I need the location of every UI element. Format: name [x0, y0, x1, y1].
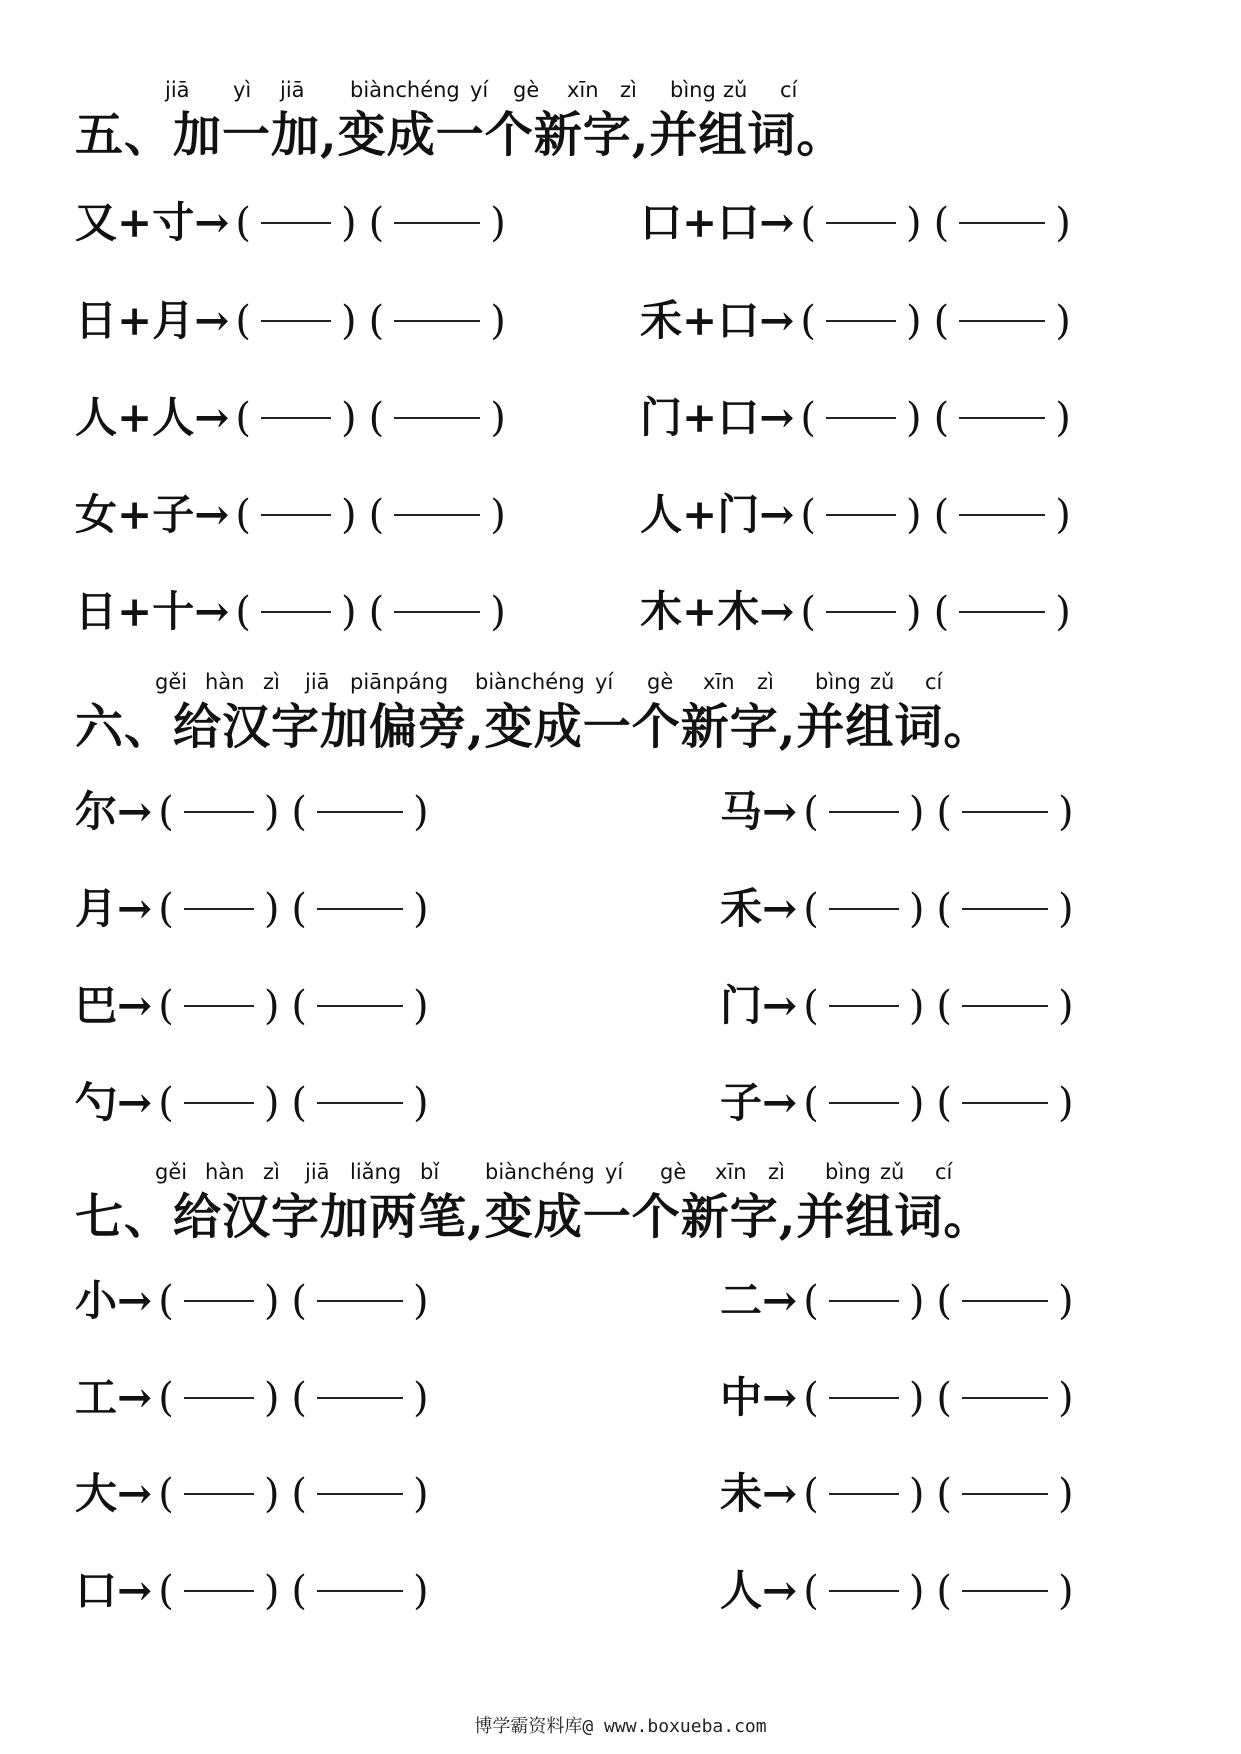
open-paren: (	[291, 789, 308, 835]
close-paren: )	[413, 1568, 429, 1614]
word-blank[interactable]	[317, 1300, 403, 1302]
pinyin-syllable: bìng	[815, 670, 861, 694]
pinyin-syllable: biànchéng	[475, 670, 585, 694]
new-character-blank[interactable]	[829, 1493, 899, 1495]
word-blank[interactable]	[959, 611, 1045, 613]
open-paren: (	[291, 1471, 308, 1517]
combination-expression: 日+十→	[75, 587, 230, 636]
base-character: 小→	[75, 1276, 153, 1325]
exercise-row	[75, 587, 1175, 637]
open-paren: (	[800, 589, 816, 635]
pinyin-syllable: yí	[605, 1160, 624, 1184]
close-paren: )	[1058, 1471, 1074, 1517]
base-character: 马→	[720, 787, 798, 836]
open-paren: (	[933, 492, 950, 538]
pinyin-syllable: jiā	[280, 78, 305, 102]
exercise-row	[75, 787, 1175, 837]
close-paren: )	[490, 395, 506, 441]
new-character-blank[interactable]	[826, 514, 896, 516]
exercise-item	[75, 981, 435, 1031]
combination-expression: 人+人→	[75, 393, 230, 442]
word-blank[interactable]	[317, 1102, 403, 1104]
section-5-title: 五、加一加,变成一个新字,并组词。	[75, 107, 846, 163]
pinyin-syllable: gè	[660, 1160, 687, 1184]
open-paren: (	[158, 1471, 174, 1517]
pinyin-syllable: biànchéng	[350, 78, 460, 102]
close-paren: )	[341, 395, 357, 441]
exercise-item	[720, 1276, 1080, 1326]
exercise-item	[640, 490, 1077, 540]
close-paren: )	[490, 589, 506, 635]
open-paren: (	[368, 589, 385, 635]
open-paren: (	[368, 492, 385, 538]
open-paren: (	[368, 298, 385, 344]
word-blank[interactable]	[962, 1493, 1048, 1495]
open-paren: (	[936, 1568, 953, 1614]
close-paren: )	[490, 298, 506, 344]
close-paren: )	[263, 1568, 280, 1614]
close-paren: )	[906, 395, 922, 441]
word-blank[interactable]	[962, 1300, 1048, 1302]
combination-expression: 禾+口→	[640, 296, 795, 345]
close-paren: )	[413, 1375, 429, 1421]
exercise-item	[720, 1566, 1080, 1616]
word-blank[interactable]	[959, 514, 1045, 516]
pinyin-syllable: zì	[263, 1160, 280, 1184]
close-paren: )	[1058, 983, 1074, 1029]
pinyin-syllable: gè	[647, 670, 674, 694]
open-paren: (	[158, 1278, 174, 1324]
open-paren: (	[158, 789, 174, 835]
close-paren: )	[1055, 298, 1071, 344]
word-blank[interactable]	[317, 1590, 403, 1592]
open-paren: (	[158, 1080, 174, 1126]
pinyin-syllable: zì	[757, 670, 774, 694]
close-paren: )	[263, 789, 280, 835]
pinyin-syllable: zì	[263, 670, 280, 694]
word-blank[interactable]	[959, 222, 1045, 224]
pinyin-syllable: jiā	[305, 1160, 330, 1184]
open-paren: (	[235, 298, 251, 344]
close-paren: )	[1058, 1568, 1074, 1614]
exercise-item	[75, 1469, 435, 1519]
new-character-blank[interactable]	[261, 611, 331, 613]
base-character: 禾→	[720, 884, 798, 933]
pinyin-syllable: cí	[780, 78, 798, 102]
pinyin-syllable: zǔ	[870, 670, 895, 694]
open-paren: (	[158, 1568, 174, 1614]
close-paren: )	[1058, 886, 1074, 932]
open-paren: (	[936, 1278, 953, 1324]
close-paren: )	[1058, 1080, 1074, 1126]
open-paren: (	[158, 886, 174, 932]
open-paren: (	[291, 1568, 308, 1614]
close-paren: )	[413, 1471, 429, 1517]
close-paren: )	[413, 1080, 429, 1126]
pinyin-syllable: jiā	[165, 78, 190, 102]
new-character-blank[interactable]	[829, 1397, 899, 1399]
new-character-blank[interactable]	[184, 1397, 254, 1399]
close-paren: )	[413, 789, 429, 835]
section-6-title: 六、给汉字加偏旁,变成一个新字,并组词。	[75, 699, 993, 755]
close-paren: )	[908, 789, 925, 835]
base-character: 月→	[75, 884, 153, 933]
close-paren: )	[413, 983, 429, 1029]
open-paren: (	[235, 589, 251, 635]
exercise-item	[75, 884, 435, 934]
pinyin-syllable: yì	[233, 78, 252, 102]
pinyin-syllable: hàn	[205, 1160, 245, 1184]
word-blank[interactable]	[394, 514, 480, 516]
open-paren: (	[800, 492, 816, 538]
word-blank[interactable]	[962, 1005, 1048, 1007]
word-blank[interactable]	[394, 222, 480, 224]
exercise-item	[75, 1566, 435, 1616]
new-character-blank[interactable]	[261, 222, 331, 224]
open-paren: (	[800, 395, 816, 441]
combination-expression: 女+子→	[75, 490, 230, 539]
open-paren: (	[803, 1278, 819, 1324]
word-blank[interactable]	[962, 1102, 1048, 1104]
base-character: 巴→	[75, 981, 153, 1030]
exercise-item	[720, 1469, 1080, 1519]
close-paren: )	[1058, 1278, 1074, 1324]
open-paren: (	[803, 789, 819, 835]
pinyin-syllable: cí	[925, 670, 943, 694]
new-character-blank[interactable]	[829, 1590, 899, 1592]
combination-expression: 门+口→	[640, 393, 795, 442]
word-blank[interactable]	[959, 320, 1045, 322]
open-paren: (	[158, 1375, 174, 1421]
close-paren: )	[341, 298, 357, 344]
exercise-row	[75, 981, 1175, 1031]
close-paren: )	[263, 1278, 280, 1324]
close-paren: )	[263, 1080, 280, 1126]
exercise-item	[640, 393, 1077, 443]
open-paren: (	[803, 1471, 819, 1517]
close-paren: )	[908, 886, 925, 932]
base-character: 未→	[720, 1469, 798, 1518]
new-character-blank[interactable]	[826, 222, 896, 224]
open-paren: (	[291, 1278, 308, 1324]
close-paren: )	[341, 492, 357, 538]
combination-expression: 木+木→	[640, 587, 795, 636]
exercise-row	[75, 1469, 1175, 1519]
open-paren: (	[936, 1375, 953, 1421]
close-paren: )	[490, 200, 506, 246]
exercise-row	[75, 884, 1175, 934]
open-paren: (	[933, 589, 950, 635]
new-character-blank[interactable]	[184, 1102, 254, 1104]
open-paren: (	[803, 983, 819, 1029]
pinyin-syllable: hàn	[205, 670, 245, 694]
exercise-row	[75, 1078, 1175, 1128]
exercise-row	[75, 1276, 1175, 1326]
new-character-blank[interactable]	[829, 811, 899, 813]
word-blank[interactable]	[394, 320, 480, 322]
word-blank[interactable]	[959, 417, 1045, 419]
open-paren: (	[936, 1471, 953, 1517]
exercise-row	[75, 198, 1175, 248]
open-paren: (	[933, 395, 950, 441]
open-paren: (	[803, 886, 819, 932]
open-paren: (	[291, 1080, 308, 1126]
open-paren: (	[368, 200, 385, 246]
open-paren: (	[291, 1375, 308, 1421]
exercise-row	[75, 1373, 1175, 1423]
pinyin-syllable: zì	[768, 1160, 785, 1184]
new-character-blank[interactable]	[829, 1300, 899, 1302]
page-footer-watermark: 博学霸资料库@ www.boxueba.com	[474, 1716, 767, 1737]
close-paren: )	[908, 1375, 925, 1421]
open-paren: (	[933, 298, 950, 344]
exercise-row	[75, 1566, 1175, 1616]
pinyin-syllable: biànchéng	[485, 1160, 595, 1184]
close-paren: )	[490, 492, 506, 538]
new-character-blank[interactable]	[184, 1590, 254, 1592]
new-character-blank[interactable]	[826, 611, 896, 613]
word-blank[interactable]	[317, 811, 403, 813]
word-blank[interactable]	[962, 811, 1048, 813]
exercise-row	[75, 490, 1175, 540]
exercise-row	[75, 393, 1175, 443]
open-paren: (	[936, 1080, 953, 1126]
pinyin-syllable: cí	[935, 1160, 953, 1184]
combination-expression: 人+门→	[640, 490, 795, 539]
pinyin-syllable: yí	[470, 78, 489, 102]
open-paren: (	[803, 1568, 819, 1614]
close-paren: )	[906, 298, 922, 344]
word-blank[interactable]	[317, 1493, 403, 1495]
close-paren: )	[1055, 200, 1071, 246]
combination-expression: 口+口→	[640, 198, 795, 247]
exercise-item	[75, 1373, 435, 1423]
close-paren: )	[341, 200, 357, 246]
open-paren: (	[803, 1375, 819, 1421]
combination-expression: 日+月→	[75, 296, 230, 345]
new-character-blank[interactable]	[829, 1102, 899, 1104]
new-character-blank[interactable]	[261, 320, 331, 322]
close-paren: )	[263, 1471, 280, 1517]
open-paren: (	[368, 395, 385, 441]
close-paren: )	[1058, 1375, 1074, 1421]
close-paren: )	[1055, 492, 1071, 538]
exercise-item	[720, 1373, 1080, 1423]
exercise-item	[640, 587, 1077, 637]
base-character: 人→	[720, 1566, 798, 1615]
exercise-item	[720, 1078, 1080, 1128]
exercise-item	[75, 490, 512, 540]
open-paren: (	[291, 886, 308, 932]
new-character-blank[interactable]	[829, 1005, 899, 1007]
new-character-blank[interactable]	[261, 514, 331, 516]
pinyin-syllable: gè	[513, 78, 540, 102]
new-character-blank[interactable]	[184, 811, 254, 813]
close-paren: )	[908, 1080, 925, 1126]
close-paren: )	[1058, 789, 1074, 835]
pinyin-syllable: zǔ	[880, 1160, 905, 1184]
pinyin-syllable: gěi	[155, 670, 188, 694]
open-paren: (	[936, 983, 953, 1029]
combination-expression: 又+寸→	[75, 198, 230, 247]
close-paren: )	[263, 983, 280, 1029]
exercise-item	[720, 787, 1080, 837]
close-paren: )	[1055, 395, 1071, 441]
pinyin-syllable: xīn	[567, 78, 599, 102]
pinyin-syllable: piānpáng	[350, 670, 449, 694]
section-7-title: 七、给汉字加两笔,变成一个新字,并组词。	[75, 1189, 993, 1245]
close-paren: )	[906, 492, 922, 538]
word-blank[interactable]	[317, 1397, 403, 1399]
base-character: 口→	[75, 1566, 153, 1615]
exercise-item	[640, 296, 1077, 346]
close-paren: )	[906, 589, 922, 635]
base-character: 尔→	[75, 787, 153, 836]
exercise-item	[75, 393, 512, 443]
pinyin-syllable: xīn	[703, 670, 735, 694]
open-paren: (	[936, 886, 953, 932]
close-paren: )	[413, 886, 429, 932]
word-blank[interactable]	[394, 417, 480, 419]
pinyin-syllable: zǔ	[723, 78, 748, 102]
close-paren: )	[341, 589, 357, 635]
pinyin-syllable: bìng	[670, 78, 716, 102]
close-paren: )	[908, 1471, 925, 1517]
word-blank[interactable]	[317, 908, 403, 910]
pinyin-syllable: gěi	[155, 1160, 188, 1184]
exercise-row	[75, 296, 1175, 346]
open-paren: (	[291, 983, 308, 1029]
exercise-item	[75, 198, 512, 248]
exercise-item	[75, 787, 435, 837]
pinyin-syllable: liǎng	[350, 1160, 402, 1184]
base-character: 中→	[720, 1373, 798, 1422]
exercise-item	[640, 198, 1077, 248]
word-blank[interactable]	[962, 1590, 1048, 1592]
close-paren: )	[263, 886, 280, 932]
open-paren: (	[936, 789, 953, 835]
close-paren: )	[413, 1278, 429, 1324]
new-character-blank[interactable]	[826, 417, 896, 419]
exercise-item	[720, 981, 1080, 1031]
exercise-item	[75, 1078, 435, 1128]
exercise-item	[720, 884, 1080, 934]
open-paren: (	[803, 1080, 819, 1126]
pinyin-syllable: bìng	[825, 1160, 871, 1184]
open-paren: (	[158, 983, 174, 1029]
exercise-item	[75, 296, 512, 346]
close-paren: )	[908, 983, 925, 1029]
pinyin-syllable: jiā	[305, 670, 330, 694]
new-character-blank[interactable]	[829, 908, 899, 910]
pinyin-syllable: xīn	[715, 1160, 747, 1184]
new-character-blank[interactable]	[826, 320, 896, 322]
base-character: 工→	[75, 1373, 153, 1422]
open-paren: (	[235, 395, 251, 441]
open-paren: (	[235, 492, 251, 538]
base-character: 子→	[720, 1078, 798, 1127]
new-character-blank[interactable]	[184, 1005, 254, 1007]
new-character-blank[interactable]	[261, 417, 331, 419]
word-blank[interactable]	[962, 1397, 1048, 1399]
open-paren: (	[933, 200, 950, 246]
new-character-blank[interactable]	[184, 1300, 254, 1302]
close-paren: )	[908, 1278, 925, 1324]
new-character-blank[interactable]	[184, 908, 254, 910]
base-character: 门→	[720, 981, 798, 1030]
pinyin-syllable: zì	[620, 78, 637, 102]
word-blank[interactable]	[317, 1005, 403, 1007]
close-paren: )	[906, 200, 922, 246]
close-paren: )	[263, 1375, 280, 1421]
word-blank[interactable]	[394, 611, 480, 613]
close-paren: )	[1055, 589, 1071, 635]
close-paren: )	[908, 1568, 925, 1614]
exercise-item	[75, 587, 512, 637]
base-character: 二→	[720, 1276, 798, 1325]
pinyin-syllable: bǐ	[420, 1160, 440, 1184]
open-paren: (	[800, 200, 816, 246]
base-character: 大→	[75, 1469, 153, 1518]
new-character-blank[interactable]	[184, 1493, 254, 1495]
exercise-item	[75, 1276, 435, 1326]
open-paren: (	[235, 200, 251, 246]
pinyin-syllable: yí	[595, 670, 614, 694]
base-character: 勺→	[75, 1078, 153, 1127]
word-blank[interactable]	[962, 908, 1048, 910]
open-paren: (	[800, 298, 816, 344]
